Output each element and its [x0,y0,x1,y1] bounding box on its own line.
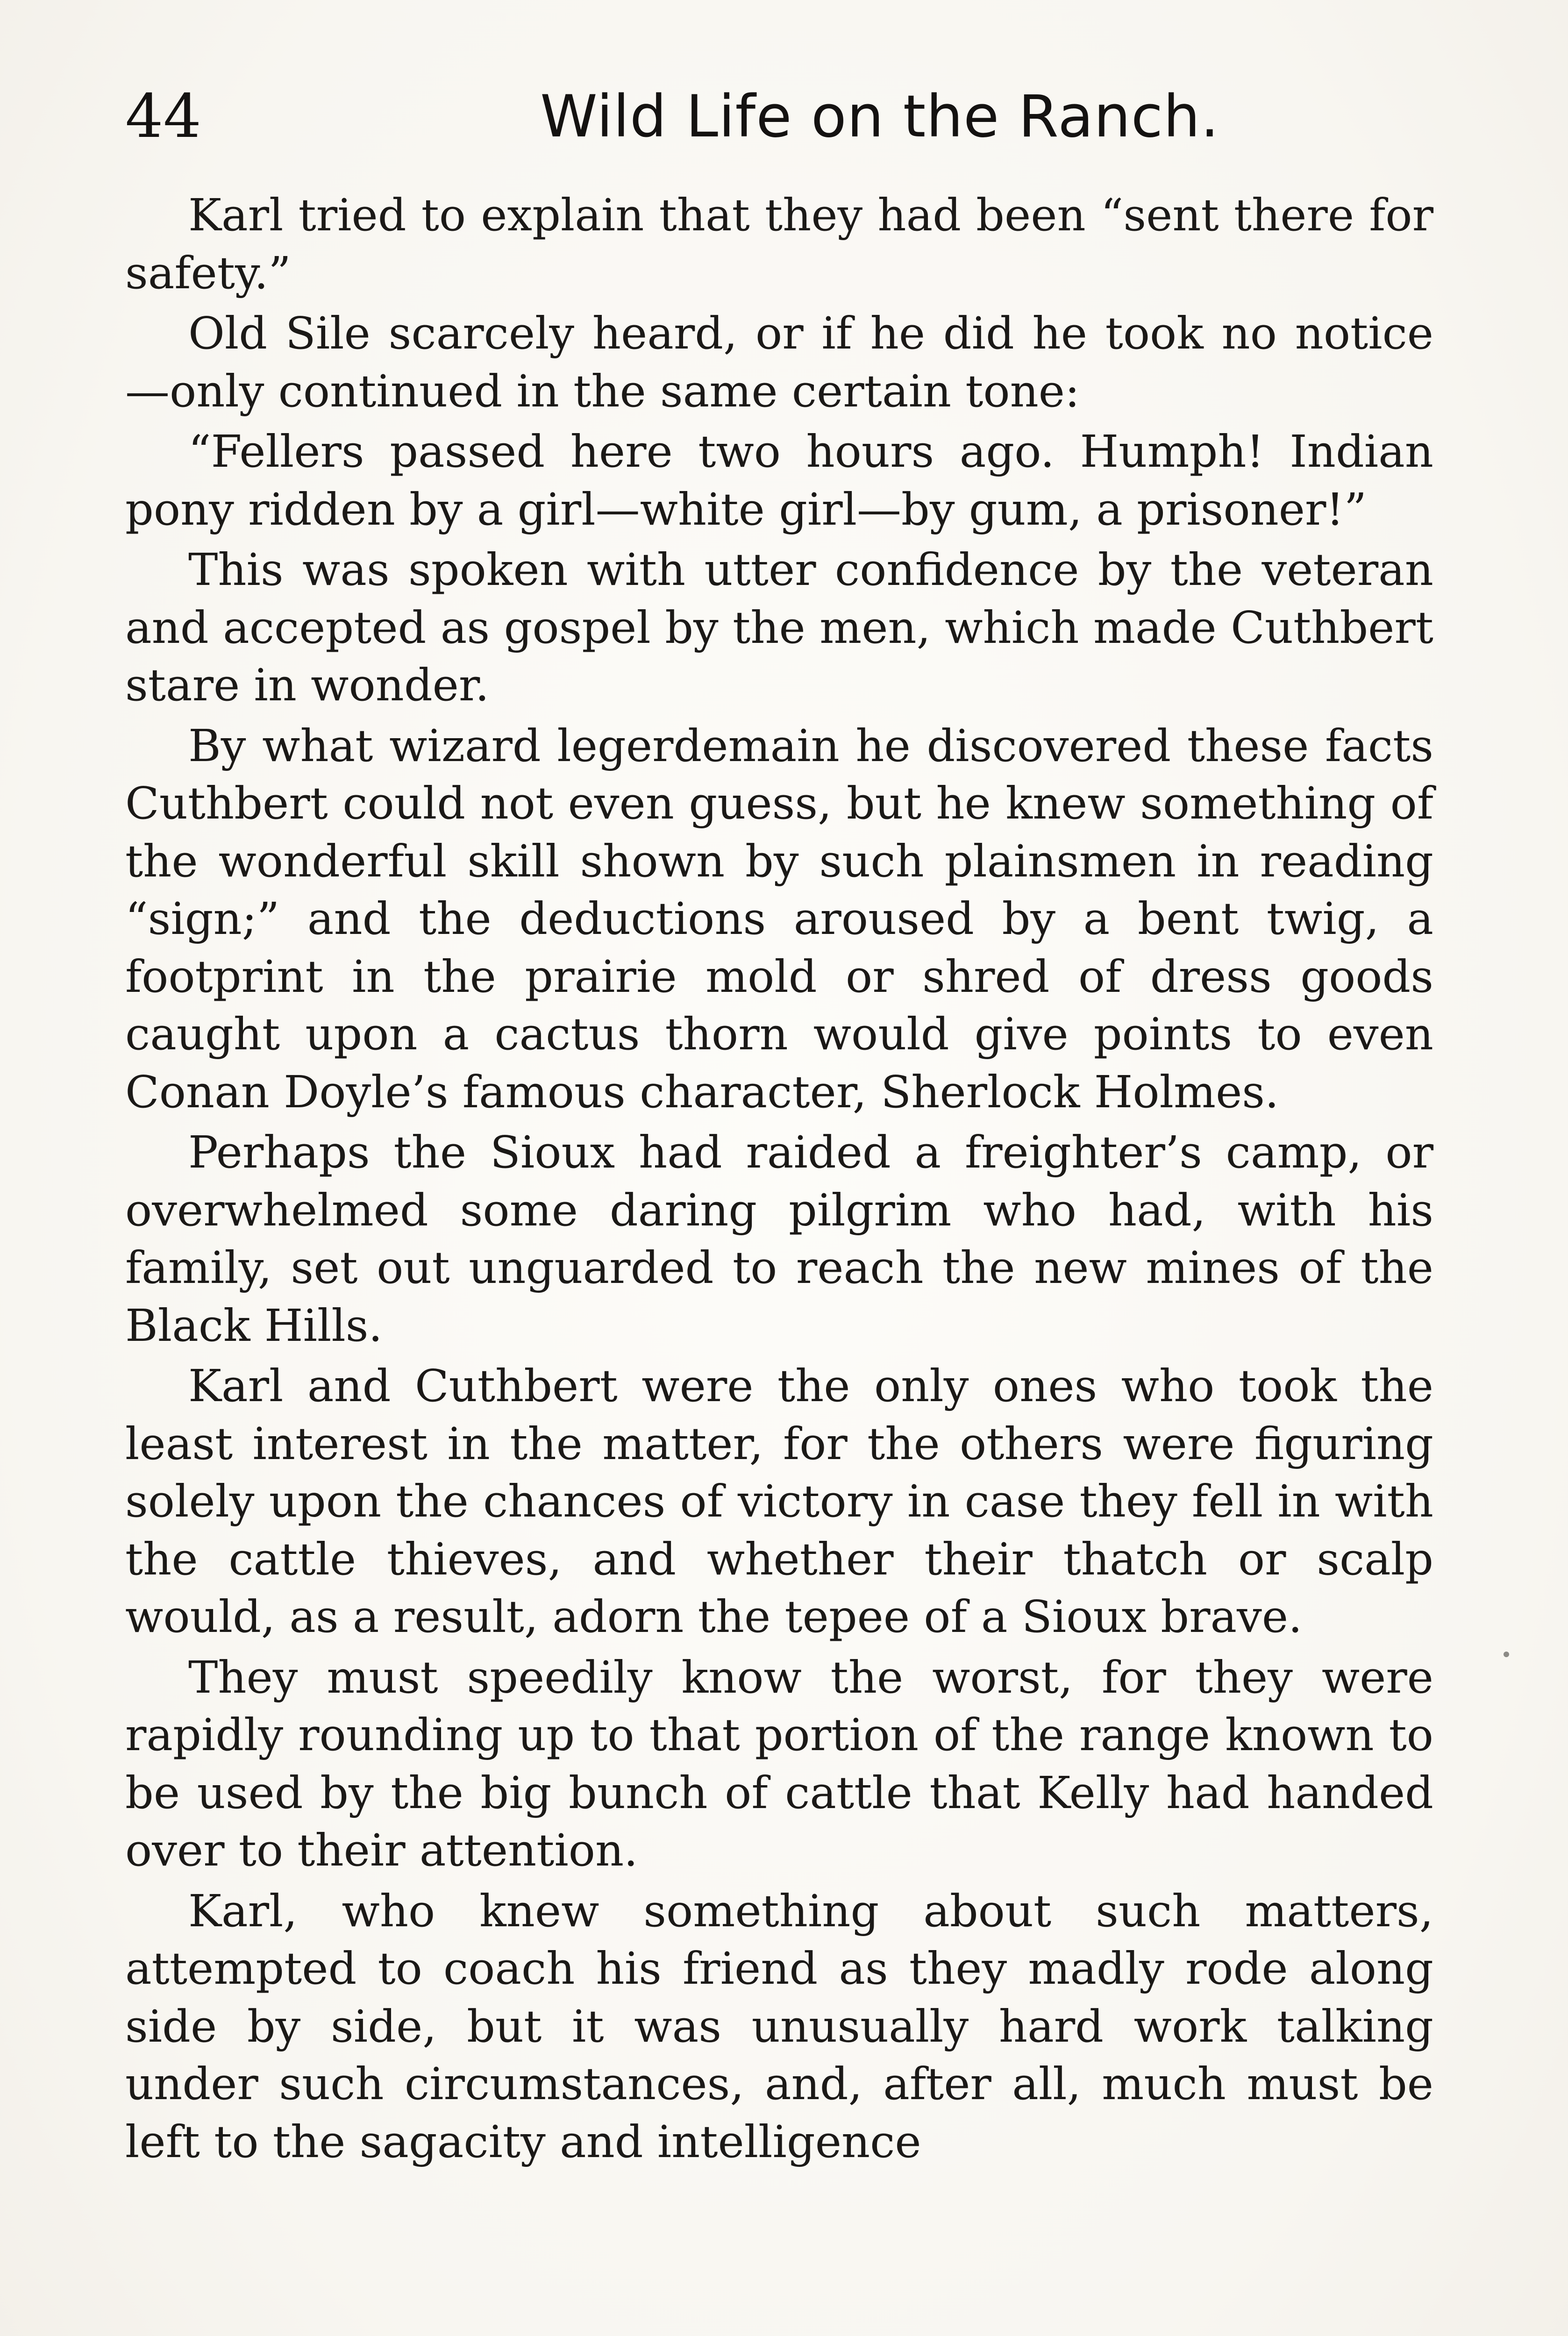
running-title: Wild Life on the Ranch. [540,83,1219,150]
body-text [125,187,1433,2171]
paragraph: Karl, who knew something about such matters, attempted to coach his friend as they madly rode along side by side, but it was unusually hard work talking under such circumstances, and, after all, much must be left to the sagacity and intelligence [125,1885,1433,2168]
paragraph: By what wizard legerdemain he discovered these facts Cuthbert could not even guess, but he knew something of the wonderful skill shown by such plainsmen in reading “sign;” and the deductions aroused by a bent twig, a footprint in the prairie mold or shred of dress goods caught upon a cactus thorn would give points to even Conan Doyle’s famous character, Sherlock Holmes. [125,720,1433,1118]
paragraph: Perhaps the Sioux had raided a freighter’s camp, or overwhelmed some daring pilgrim who had, with his family, set out unguarded to reach the new mines of the Black Hills. [125,1127,1433,1352]
page-number: 44 [125,82,201,151]
paragraph: This was spoken with utter confidence by the veteran and accepted as gospel by the men, which made Cuthbert stare in wonder. [125,544,1433,711]
paragraph: Karl tried to explain that they had been “sent there for safety.” [125,190,1433,299]
paragraph: Karl and Cuthbert were the only ones who took the least interest in the matter, for the others were figuring solely upon the chances of victory in case they fell in with the cattle thieves, and whether their thatch or scalp would, as a result, adorn the tepee of a Sioux brave. [125,1360,1433,1643]
paper-speck [1504,1652,1509,1657]
paragraph: “Fellers passed here two hours ago. Humph! Indian pony ridden by a girl—white girl—by gum, a prisoner!” [125,426,1433,535]
paragraph: Old Sile scarcely heard, or if he did he took no notice—only continued in the same certain tone: [125,308,1433,417]
paragraph: They must speedily know the worst, for they were rapidly rounding up to that portion of the range known to be used by the big bunch of cattle that Kelly had handed over to their attention. [125,1652,1433,1876]
page-header [125,79,1443,154]
